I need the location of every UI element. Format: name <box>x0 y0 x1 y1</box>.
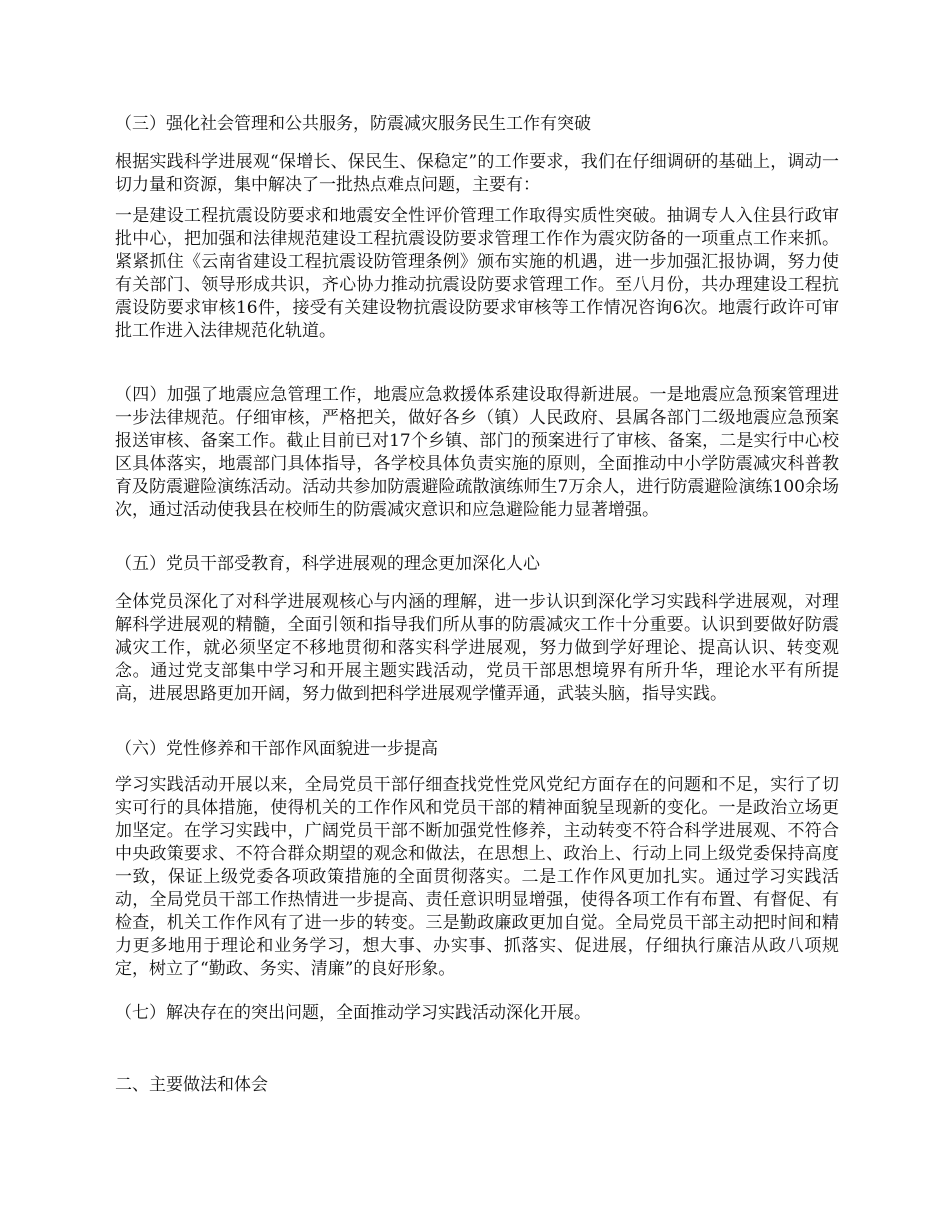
section-3-intro-paragraph: 根据实践科学进展观“保增长、保民生、保稳定”的工作要求，我们在仔细调研的基础上，调动一切力量和资源，集中解决了一批热点难点问题，主要有： <box>115 152 839 195</box>
section-3-heading: （三）强化社会管理和公共服务，防震减灾服务民生工作有突破 <box>115 114 591 134</box>
section-6-heading: （六）党性修养和干部作风面貌进一步提高 <box>115 739 438 759</box>
section-5-paragraph: 全体党员深化了对科学进展观核心与内涵的理解，进一步认识到深化学习实践科学进展观，对理解科学进展观的精髓，全面引领和指导我们所从事的防震减灾工作十分重要。认识到要做好防震减灾工作，就必须坚定不移地贯彻和落实科学进展观，努力做到学好理论、提高认识、转变观念。通过党支部集中学习和开展主题实践活动，党员干部思想境界有所升华，理论水平有所提高，进展思路更加开阔，努力做到把科学进展观学懂弄通，武装头脑，指导实践。 <box>115 592 839 704</box>
section-7-heading: （七）解决存在的突出问题，全面推动学习实践活动深化开展。 <box>115 1003 591 1023</box>
section-3-item-1-paragraph: 一是建设工程抗震设防要求和地震安全性评价管理工作取得实质性突破。抽调专人入住县行政审批中心，把加强和法律规范建设工程抗震设防要求管理工作作为震灾防备的一项重点工作来抓。紧紧抓住《云南省建设工程抗震设防管理条例》颁布实施的机遇，进一步加强汇报协调，努力使有关部门、领导形成共识，齐心协力推动抗震设防要求管理工作。至八月份，共办理建设工程抗震设防要求审核16件，接受有关建设物抗震设防要求审核等工作情况咨询6次。地震行政许可审批工作进入法律规范化轨道。 <box>115 206 839 341</box>
part-2-heading: 二、主要做法和体会 <box>115 1075 268 1095</box>
section-5-heading: （五）党员干部受教育，科学进展观的理念更加深化人心 <box>115 554 540 574</box>
section-6-paragraph: 学习实践活动开展以来，全局党员干部仔细查找党性党风党纪方面存在的问题和不足，实行了切实可行的具体措施，使得机关的工作作风和党员干部的精神面貌呈现新的变化。一是政治立场更加坚定。在学习实践中，广阔党员干部不断加强党性修养，主动转变不符合科学进展观、不符合中央政策要求、不符合群众期望的观念和做法，在思想上、政治上、行动上同上级党委保持高度一致，保证上级党委各项政策措施的全面贯彻落实。二是工作作风更加扎实。通过学习实践活动，全局党员干部工作热情进一步提高、责任意识明显增强，使得各项工作有布置、有督促、有检查，机关工作作风有了进一步的转变。三是勤政廉政更加自觉。全局党员干部主动把时间和精力更多地用于理论和业务学习，想大事、办实事、抓落实、促进展，仔细执行廉洁从政八项规定，树立了“勤政、务实、清廉”的良好形象。 <box>115 775 839 979</box>
section-4-paragraph: （四）加强了地震应急管理工作，地震应急救援体系建设取得新进展。一是地震应急预案管理进一步法律规范。仔细审核，严格把关，做好各乡（镇）人民政府、县属各部门二级地震应急预案报送审核、备案工作。截止目前已对17个乡镇、部门的预案进行了审核、备案，二是实行中心校区具体落实，地震部门具体指导，各学校具体负责实施的原则，全面推动中小学防震减灾科普教育及防震避险演练活动。活动共参加防震避险疏散演练师生7万余人，进行防震避险演练100余场次，通过活动使我县在校师生的防震减灾意识和应急避险能力显著增强。 <box>115 385 839 520</box>
